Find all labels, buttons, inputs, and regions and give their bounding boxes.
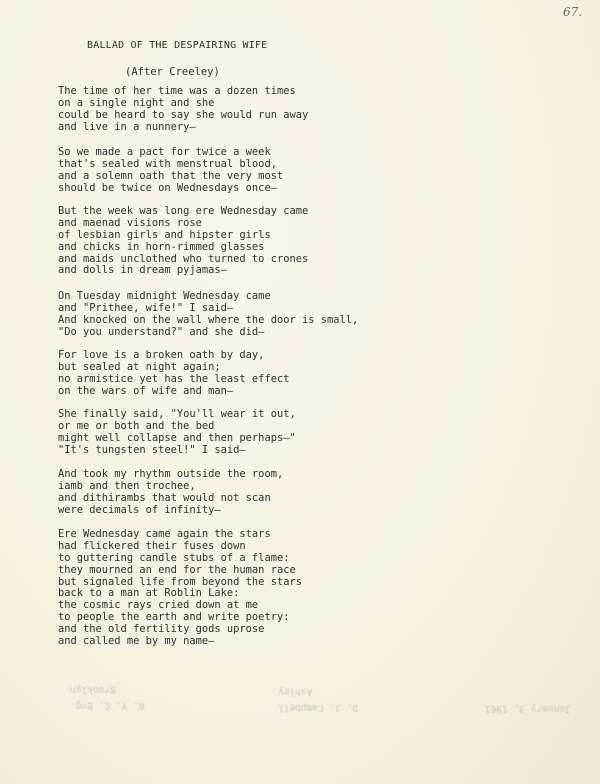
- poem-line: to people the earth and write poetry:: [58, 611, 290, 624]
- stanza: [58, 409, 296, 457]
- poem-line: could be heard to say she would run away: [58, 108, 309, 121]
- poem-line: no armistice yet has the least effect: [58, 372, 290, 385]
- stanza: [58, 86, 308, 134]
- poem-line: and the old fertility gods uprose: [58, 623, 265, 636]
- poem-line: and live in a nunnery—: [58, 120, 196, 133]
- poem-line: of lesbian girls and hipster girls: [58, 228, 271, 241]
- stanza: [58, 529, 302, 648]
- poem-line: Ere Wednesday came again the stars: [58, 528, 271, 540]
- page-number: 67.: [563, 5, 583, 19]
- poem-line: and "Prithee, wife!" I said—: [58, 301, 234, 314]
- poem-line: "Do you understand?" and she did—: [58, 325, 265, 338]
- poem-line: and dithirambs that would not scan: [58, 491, 271, 504]
- poem-line: the cosmic rays cried down at me: [58, 599, 259, 612]
- poem-line: and maenad visions rose: [58, 216, 202, 229]
- poem-line: that's sealed with menstrual blood,: [58, 157, 277, 170]
- bleed-through-text: Brooklyn: [70, 684, 116, 695]
- bleed-through-text: D. J. Campbell: [278, 702, 359, 713]
- poem-line: on the wars of wife and man—: [58, 384, 234, 397]
- poem-line: but signaled life from beyond the stars: [58, 575, 302, 588]
- poem-subtitle: (After Creeley): [125, 66, 220, 78]
- poem-line: And took my rhythm outside the room,: [58, 468, 284, 480]
- poem-line: they mourned an end for the human race: [58, 563, 296, 576]
- bleed-through-text: N. Y. C. Eng.: [70, 700, 145, 711]
- poem-line: had flickered their fuses down: [58, 539, 246, 552]
- poem-line: On Tuesday midnight Wednesday came: [58, 290, 271, 302]
- poem-line: But the week was long ere Wednesday came: [58, 205, 309, 217]
- poem-line: were decimals of infinity—: [58, 503, 221, 516]
- poem-line: So we made a pact for twice a week: [58, 146, 271, 158]
- poem-line: should be twice on Wednesdays once—: [58, 181, 277, 194]
- poem-line: back to a man at Roblin Lake:: [58, 587, 240, 600]
- bleed-through-text: January 3, 1961: [485, 703, 571, 714]
- poem-line: and maids unclothed who turned to crones: [58, 252, 309, 265]
- stanza: [58, 147, 283, 195]
- poem-line: on a single night and she: [58, 96, 215, 109]
- poem-line: might well collapse and then perhaps—": [58, 431, 296, 444]
- poem-title: BALLAD OF THE DESPAIRING WIFE: [87, 40, 268, 51]
- stanza: [58, 206, 308, 277]
- poem-line: to guttering candle stubs of a flame:: [58, 551, 290, 564]
- poem-line: or me or both and the bed: [58, 419, 215, 432]
- poem-line: but sealed at night again;: [58, 360, 221, 373]
- stanza: [58, 469, 283, 517]
- bleed-through-text: Ashley: [278, 686, 313, 697]
- poem-line: and a solemn oath that the very most: [58, 169, 284, 182]
- stanza: [58, 350, 289, 398]
- poem-line: iamb and then trochee,: [58, 479, 196, 492]
- poem-line: She finally said, "You'll wear it out,: [58, 408, 296, 420]
- poem-line: and called me by my name—: [58, 635, 215, 648]
- poem-line: For love is a broken oath by day,: [58, 349, 265, 361]
- stanza: [58, 291, 358, 339]
- poem-line: The time of her time was a dozen times: [58, 85, 296, 97]
- poem-line: and dolls in dream pyjamas—: [58, 264, 227, 277]
- poem-line: And knocked on the wall where the door is small,: [58, 313, 359, 326]
- poem-line: "It's tungsten steel!" I said—: [58, 443, 246, 456]
- poem-line: and chicks in horn-rimmed glasses: [58, 240, 265, 253]
